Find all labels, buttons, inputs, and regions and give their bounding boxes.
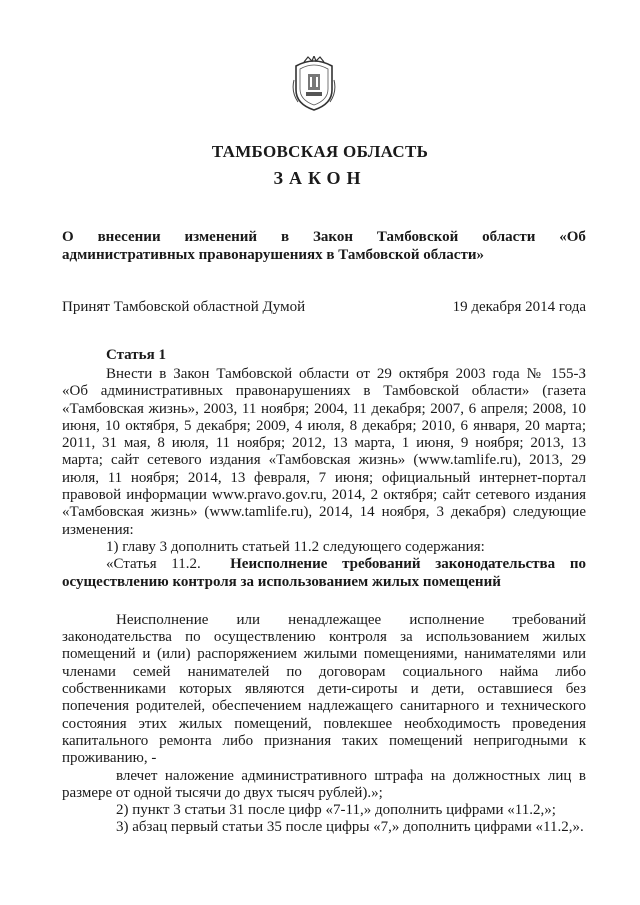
paragraph-line: проживанию, -	[62, 750, 157, 767]
new-article-title-continued: осуществлению контроля за использованием жилых помещений	[62, 573, 501, 590]
paragraph-line: изменения:	[62, 521, 134, 538]
adoption-line	[62, 299, 586, 316]
paragraph-line: законодательства по осуществлению контроля за использованием жилых	[62, 629, 586, 646]
sanction-line: размере от одной тысячи до двух тысяч рублей).»;	[62, 784, 383, 801]
subject-line-2: административных правонарушениях в Тамбовской области»	[62, 247, 484, 263]
paragraph-line: июня, 10 октября, 5 декабря; 2009, 4 июля, 8 декабря; 2010, 6 января, 20 марта;	[62, 417, 586, 434]
new-article-heading	[62, 556, 586, 573]
subject-word: О	[62, 229, 74, 245]
paragraph-line: 2011, 31 мая, 8 июля, 11 ноября; 2012, 13 марта, 1 июня, 9 ноября; 2013, 13	[62, 435, 586, 452]
amendment-item-2: 2) пункт 3 статьи 31 после цифр «7-11,» дополнить цифрами «11.2,»;	[116, 802, 556, 819]
paragraph-line: правовой информации www.pravo.gov.ru, 2014, 2 октября; сайт сетевого издания	[62, 487, 586, 504]
paragraph-line: помещений и (или) распоряжением жилыми помещениями, нанимателями или	[62, 646, 586, 663]
paragraph-line: марта; сайт сетевого издания «Тамбовская жизнь» (www.tamlife.ru), 2013, 29	[62, 452, 586, 469]
region-heading: ТАМБОВСКАЯ ОБЛАСТЬ	[211, 142, 429, 161]
paragraph-line: Неисполнение или ненадлежащее исполнение требований	[116, 611, 586, 628]
amendment-item-3: 3) абзац первый статьи 35 после цифры «7,» дополнить цифрами «11.2,».	[116, 819, 584, 836]
adoption-date: 19 декабря 2014 года	[452, 299, 586, 315]
new-article-number: «Статья 11.2.	[106, 556, 201, 573]
document-type-heading: ЗАКОН	[273, 168, 367, 188]
new-article-title: Неисполнение требований законодательства по	[230, 556, 586, 573]
subject-word: в	[280, 229, 290, 245]
paragraph-line: «Тамбовская жизнь», 2003, 11 ноября; 2004, 11 декабря; 2007, 6 апреля; 2008, 10	[62, 400, 586, 417]
subject-word: внесении	[97, 229, 161, 245]
subject-word: Закон	[312, 229, 353, 245]
law-subject	[62, 228, 586, 264]
article-body	[62, 366, 586, 837]
paragraph-line: июля, 11 ноября; 2014, 13 февраля, 7 июня; официальный интернет-портал	[62, 469, 586, 486]
paragraph-line: капитального ремонта либо признания таких помещений непригодными к	[62, 732, 586, 749]
paragraph-line: «Об административных правонарушениях в Тамбовской области» (газета	[62, 383, 586, 400]
paragraph-line: состояния этих жилых помещений, повлекшее необходимость проведения	[62, 715, 586, 732]
paragraph-line: Внести в Закон Тамбовской области от 29 октября 2003 года № 155-З	[106, 366, 586, 382]
sanction-line: влечет наложение административного штрафа на должностных лиц в	[116, 767, 586, 784]
paragraph-line: «Тамбовская жизнь» (www.tamlife.ru), 2014, 14 ноября, 3 декабря) следующие	[62, 504, 586, 521]
paragraph-line: попечения родителей, обеспечением надлежащего санитарного и технического	[62, 698, 586, 715]
amendment-item-1: 1) главу 3 дополнить статьей 11.2 следующего содержания:	[106, 538, 485, 555]
adopted-by: Принят Тамбовской областной Думой	[62, 299, 306, 315]
subject-line-1	[62, 228, 586, 246]
paragraph-line: собственниками которых являются дети-сироты и дети, оставшиеся без	[62, 681, 586, 698]
paragraph-line: членами семей нанимателей по договорам социального найма либо	[62, 663, 586, 680]
subject-word: Тамбовской	[376, 229, 459, 245]
spacer	[62, 591, 586, 612]
subject-word: «Об	[559, 229, 586, 245]
subject-word: изменений	[184, 229, 258, 245]
article-title: Статья 1	[106, 347, 166, 363]
coat-of-arms-icon	[292, 56, 336, 112]
subject-word: области	[482, 229, 536, 245]
